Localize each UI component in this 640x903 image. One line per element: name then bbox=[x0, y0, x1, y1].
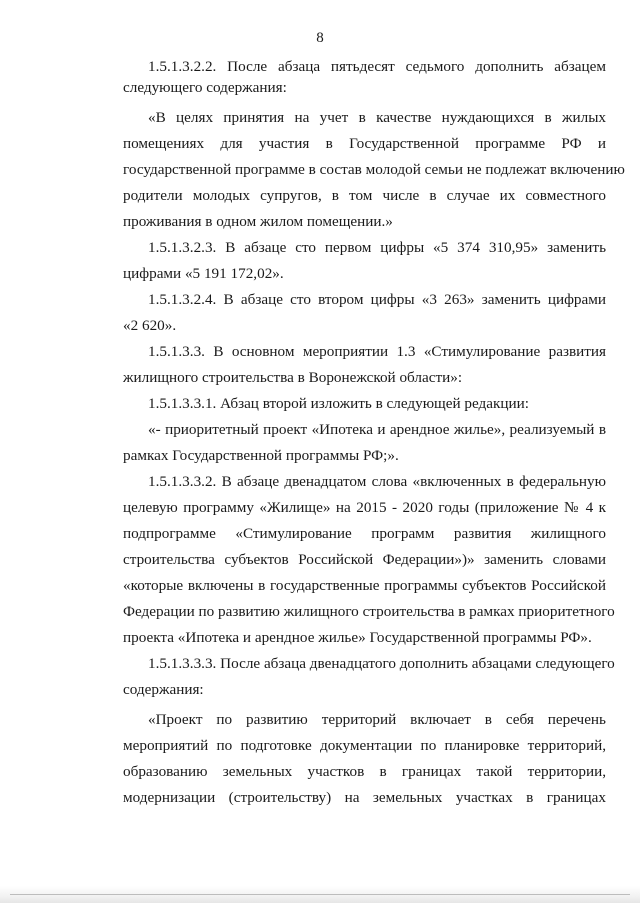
paragraph-line: «2 620». bbox=[123, 317, 177, 334]
paragraph-line: Федерации по развитию жилищного строительства в рамках приоритетного bbox=[123, 603, 615, 620]
quote-line: «Проект по развитию территорий включает в себя перечень bbox=[148, 711, 606, 728]
paragraph-line: 1.5.1.3.3.3. После абзаца двенадцатого дополнить абзацами следующего bbox=[148, 655, 615, 672]
paragraph-line: 1.5.1.3.3.2. В абзаце двенадцатом слова «включенных в федеральную bbox=[148, 473, 606, 490]
paragraph-line: подпрограмме «Стимулирование программ развития жилищного bbox=[123, 525, 606, 542]
paragraph-line: 1.5.1.3.2.3. В абзаце сто первом цифры «5 374 310,95» заменить bbox=[148, 239, 606, 256]
quote-line: государственной программе в состав молодой семьи не подлежат включению bbox=[123, 161, 625, 178]
paragraph-line: 1.5.1.3.2.4. В абзаце сто втором цифры «3 263» заменить цифрами bbox=[148, 291, 606, 308]
paragraph-line: проекта «Ипотека и арендное жилье» Государственной программы РФ». bbox=[123, 629, 592, 646]
paragraph-line: целевую программу «Жилище» на 2015 - 2020 годы (приложение № 4 к bbox=[123, 499, 606, 516]
quote-line: мероприятий по подготовке документации по планировке территорий, bbox=[123, 737, 606, 754]
page-bottom-edge bbox=[0, 886, 640, 903]
quote-line: «В целях принятия на учет в качестве нуждающихся в жилых bbox=[148, 109, 606, 126]
quote-line: модернизации (строительству) на земельных участках в границах bbox=[123, 789, 606, 806]
paragraph-line: жилищного строительства в Воронежской области»: bbox=[123, 369, 463, 386]
quote-line: проживания в одном жилом помещении.» bbox=[123, 213, 393, 230]
paragraph-line: содержания: bbox=[123, 681, 204, 698]
paragraph-line: следующего содержания: bbox=[123, 79, 287, 96]
paragraph-line: строительства субъектов Российской Федерации»)» заменить словами bbox=[123, 551, 606, 568]
paragraph-line: 1.5.1.3.3.1. Абзац второй изложить в следующей редакции: bbox=[148, 395, 530, 412]
quote-line: помещениях для участия в Государственной программе РФ и bbox=[123, 135, 606, 152]
paragraph-line: 1.5.1.3.2.2. После абзаца пятьдесят седьмого дополнить абзацем bbox=[148, 58, 606, 75]
paragraph-line: цифрами «5 191 172,02». bbox=[123, 265, 284, 282]
paragraph-line: «которые включены в государственные программы субъектов Российской bbox=[123, 577, 606, 594]
paragraph-line: «- приоритетный проект «Ипотека и арендное жилье», реализуемый в bbox=[148, 421, 606, 438]
paragraph-line: 1.5.1.3.3. В основном мероприятии 1.3 «Стимулирование развития bbox=[148, 343, 606, 360]
quote-line: образованию земельных участков в границах такой территории, bbox=[123, 763, 606, 780]
page-number: 8 bbox=[316, 30, 324, 46]
quote-line: родители молодых супругов, в том числе в случае их совместного bbox=[123, 187, 606, 204]
paragraph-line: рамках Государственной программы РФ;». bbox=[123, 447, 399, 464]
